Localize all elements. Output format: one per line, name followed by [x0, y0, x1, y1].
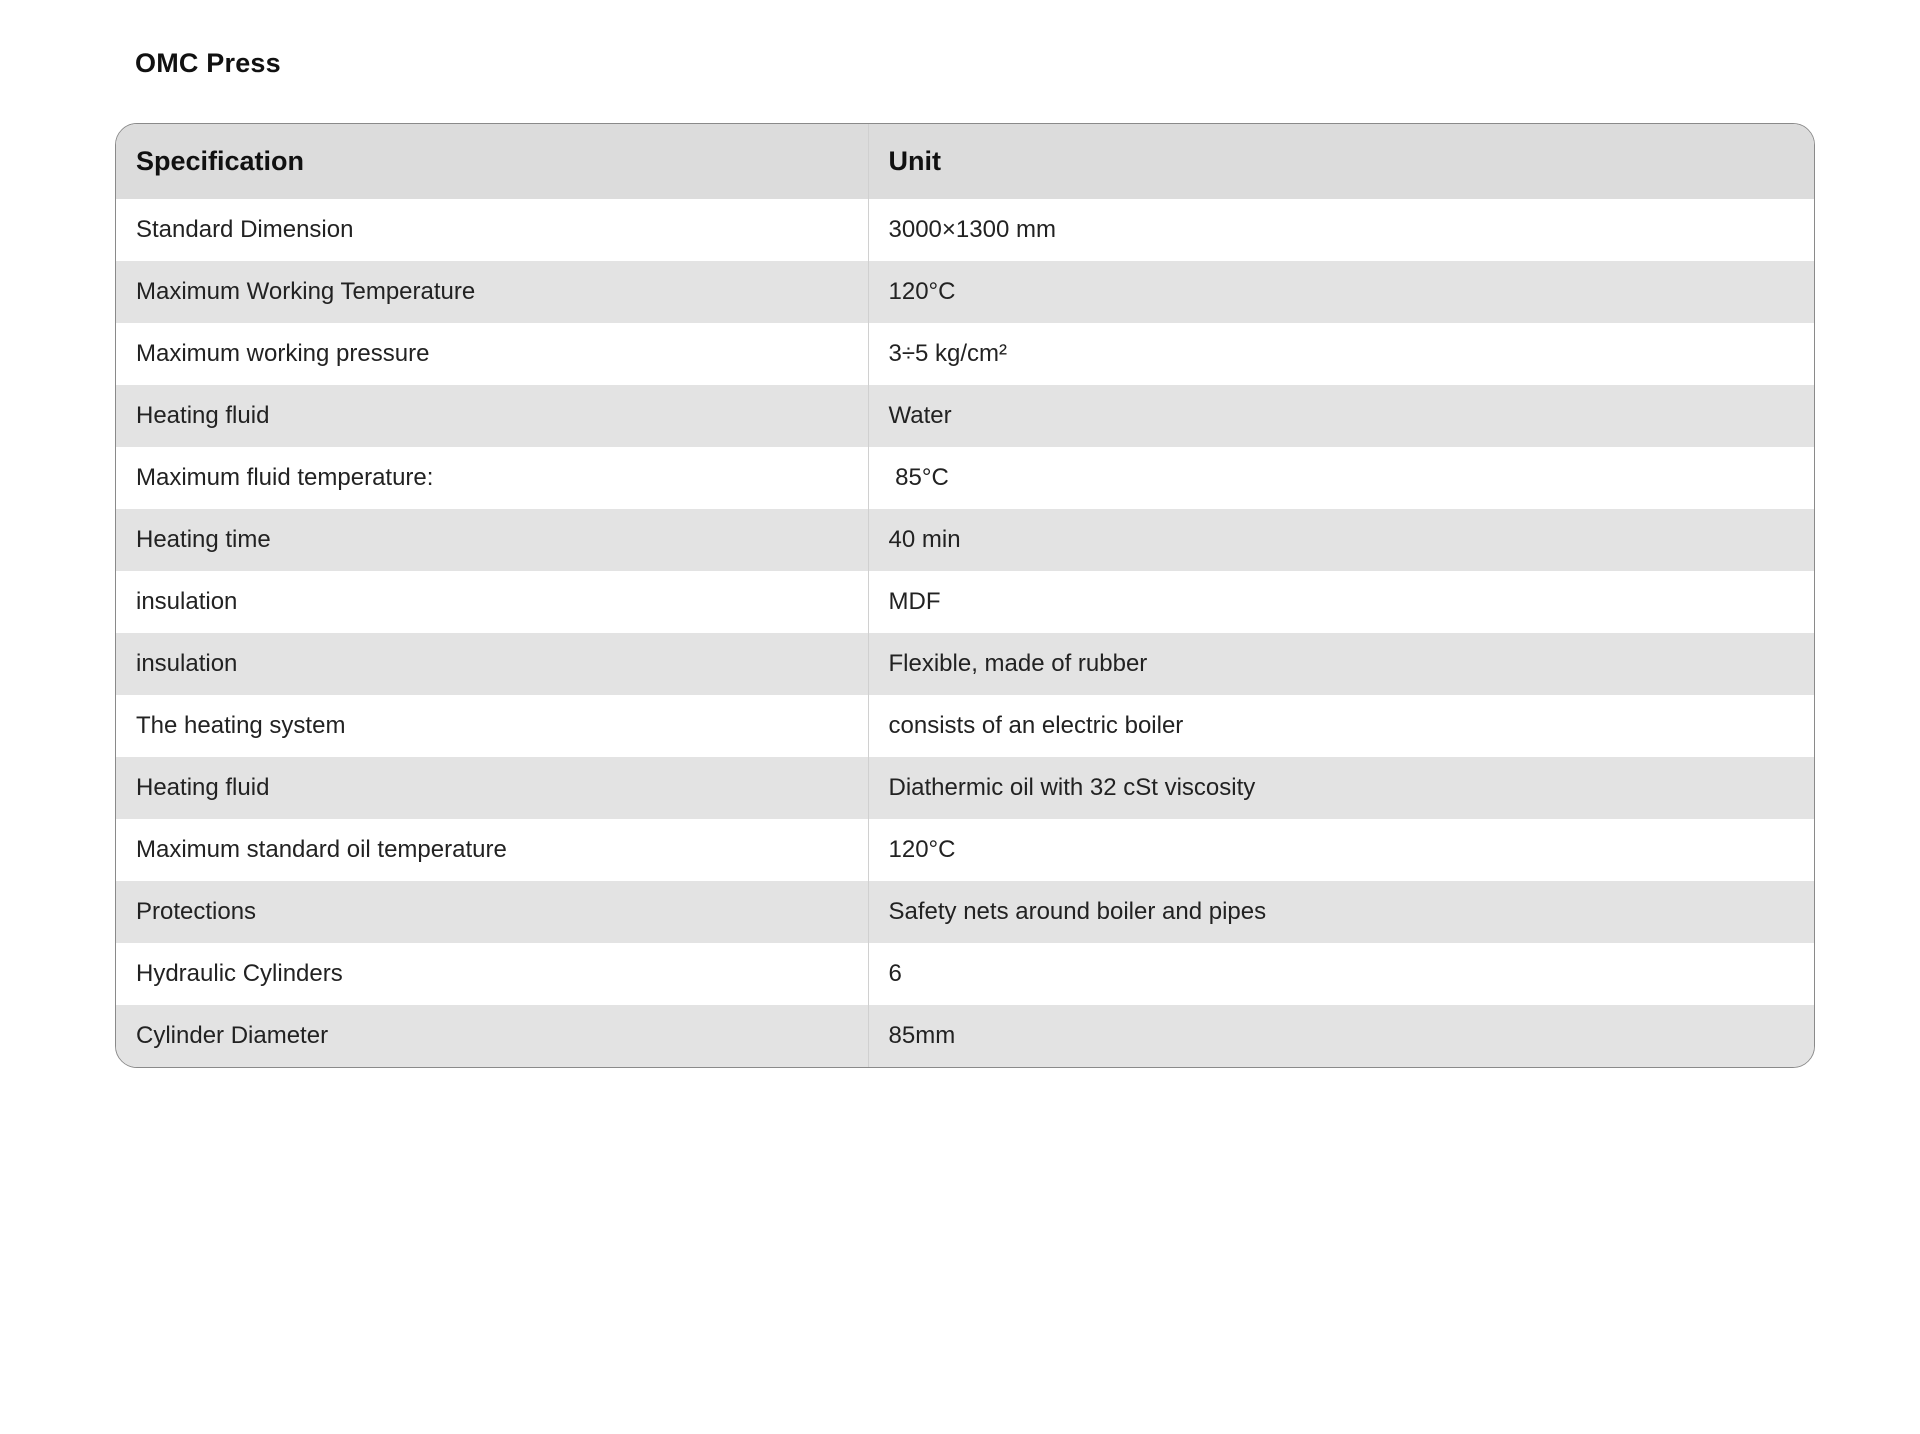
spec-table: [116, 124, 1814, 1067]
unit-cell: 40 min: [868, 509, 1814, 571]
spec-cell: Heating fluid: [116, 757, 868, 819]
spec-cell: Heating time: [116, 509, 868, 571]
column-header-unit: Unit: [868, 124, 1814, 199]
spec-cell: Protections: [116, 881, 868, 943]
spec-cell: Cylinder Diameter: [116, 1005, 868, 1067]
unit-cell: 3000×1300 mm: [868, 199, 1814, 261]
table-row: [116, 881, 1814, 943]
table-row: [116, 757, 1814, 819]
spec-cell: Maximum working pressure: [116, 323, 868, 385]
table-row: [116, 571, 1814, 633]
table-row: [116, 695, 1814, 757]
table-row: [116, 385, 1814, 447]
table-row: [116, 199, 1814, 261]
unit-cell: 85°C: [868, 447, 1814, 509]
spec-cell: Maximum fluid temperature:: [116, 447, 868, 509]
table-row: [116, 323, 1814, 385]
spec-table-container: [115, 123, 1815, 1068]
table-row: [116, 633, 1814, 695]
unit-cell: Water: [868, 385, 1814, 447]
column-header-specification: Specification: [116, 124, 868, 199]
unit-cell: 120°C: [868, 261, 1814, 323]
spec-cell: Standard Dimension: [116, 199, 868, 261]
unit-cell: 120°C: [868, 819, 1814, 881]
spec-cell: Hydraulic Cylinders: [116, 943, 868, 1005]
unit-cell: Safety nets around boiler and pipes: [868, 881, 1814, 943]
unit-cell: Flexible, made of rubber: [868, 633, 1814, 695]
page-title: OMC Press: [135, 48, 281, 78]
unit-cell: MDF: [868, 571, 1814, 633]
spec-cell: insulation: [116, 571, 868, 633]
unit-cell: 3÷5 kg/cm²: [868, 323, 1814, 385]
unit-cell: Diathermic oil with 32 cSt viscosity: [868, 757, 1814, 819]
spec-cell: The heating system: [116, 695, 868, 757]
spec-cell: Maximum standard oil temperature: [116, 819, 868, 881]
table-row: [116, 1005, 1814, 1067]
table-row: [116, 819, 1814, 881]
table-header-row: [116, 124, 1814, 199]
table-row: [116, 943, 1814, 1005]
unit-cell: 6: [868, 943, 1814, 1005]
spec-cell: Maximum Working Temperature: [116, 261, 868, 323]
table-row: [116, 261, 1814, 323]
table-row: [116, 509, 1814, 571]
spec-cell: insulation: [116, 633, 868, 695]
spec-cell: Heating fluid: [116, 385, 868, 447]
unit-cell: 85mm: [868, 1005, 1814, 1067]
table-row: [116, 447, 1814, 509]
unit-cell: consists of an electric boiler: [868, 695, 1814, 757]
